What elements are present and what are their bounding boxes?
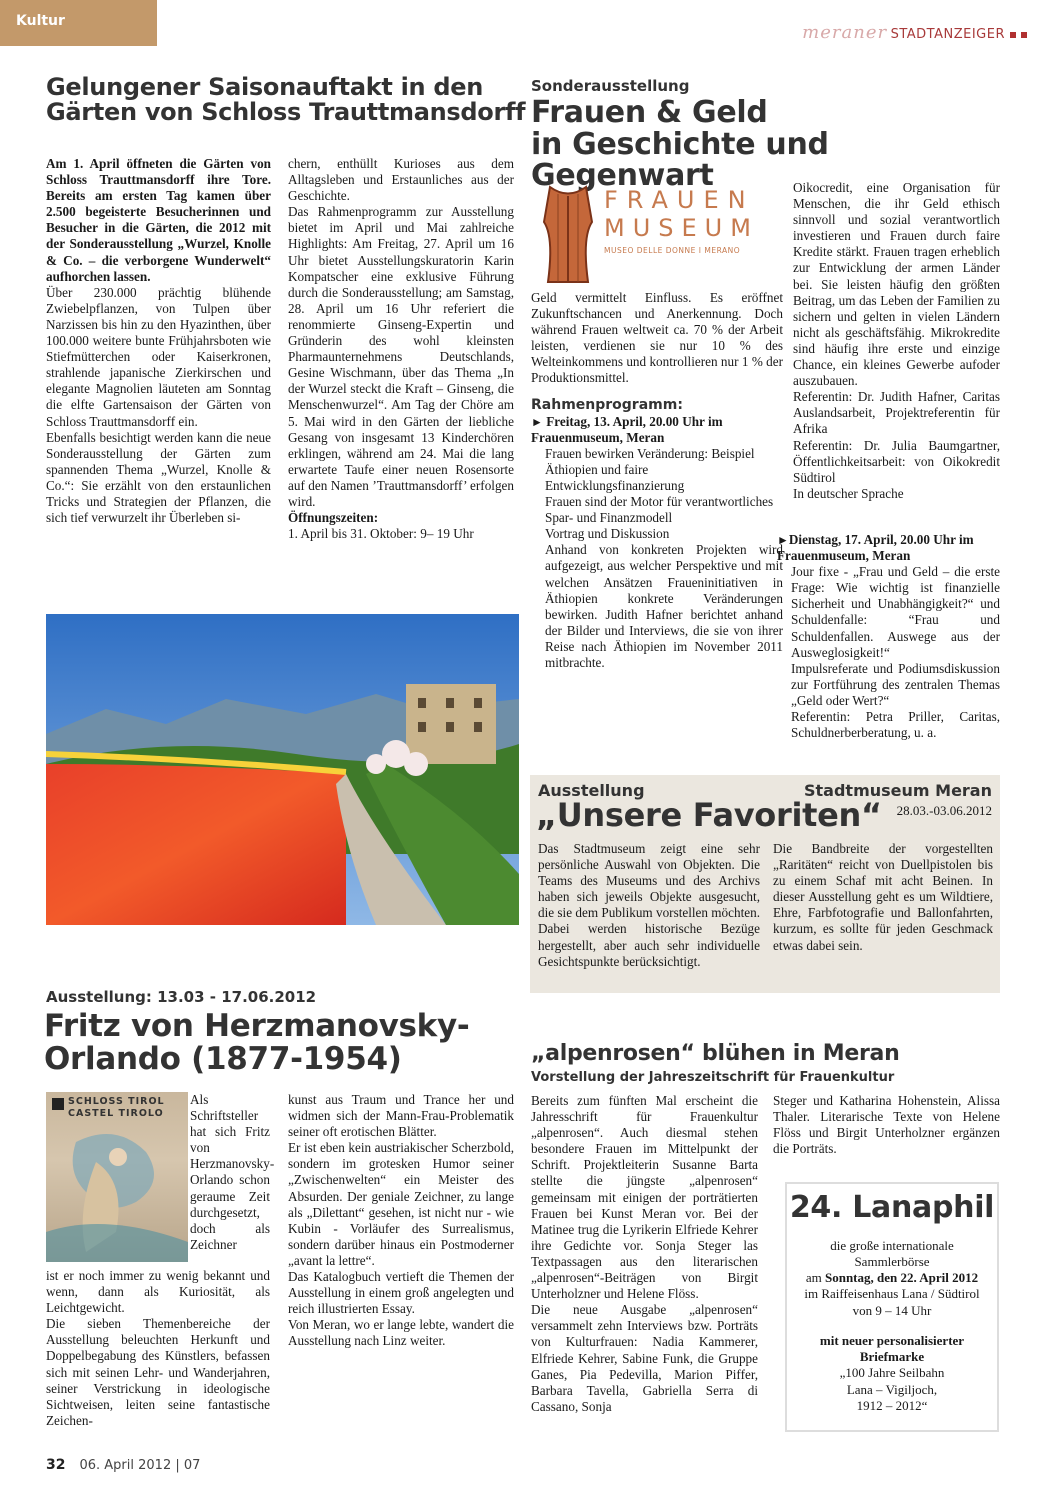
lanaphil-line: am <box>805 1270 825 1285</box>
paragraph: chern, enthüllt Kurioses aus dem Alltagsleben und Erstaunliches aus der Geschichte. <box>288 156 514 204</box>
event2-text: Jour fixe - „Frau und Geld – die erste Frage: Wie wichtig ist finanzielle Sicherheit und Unabhängigkeit?“ und Schuldenfalle: “Frau und Schuldenfallen. Auswege aus der Ausweglosigkeit!“ <box>791 564 1000 660</box>
paragraph: Die sieben Themenbereiche der Ausstellung beleuchten Herkunft und Doppelbegabung des Künstlers, befassen sich mit seinen Lehr- und Wanderjahren, seiner Verstrickung in ideologische Sichtweisen, leiten seine fantastische Zeichen- <box>46 1316 270 1428</box>
favoriten-box <box>530 775 1000 993</box>
square-icon <box>1010 32 1016 38</box>
referent: Referentin: Dr. Judith Hafner, Caritas Auslandsarbeit, Projektreferentin für Afrika <box>793 389 1000 437</box>
logo-subtitle: MUSEO DELLE DONNE I MERANO <box>604 246 741 255</box>
article2-headline <box>531 97 1011 192</box>
language-note: In deutscher Sprache <box>793 485 904 501</box>
lanaphil-line: Briefmarke <box>859 1349 925 1364</box>
paragraph: Das Rahmenprogramm zur Ausstellung bietet im April und Mai zahlreiche Highlights: Am Freitag, 27. April um 16 Uhr bietet Ausstellungskuratorin Karin Kompatscher eine exklusive Führung durch die Sonderausstellung; am Samstag, 28. April um 16 Uhr referiert die renommierte Ginseng-Expertin und Gründerin des wohl kleinsten Pharmaunternehmens Deutschlands, Gesine Wischmann, über das Thema „In der Wurzel steckt die Kraft – Ginseng, die Menschenwurzel“. Am Tag der Chöre am 5. Mai wird in den Gärten der liebliche Gesang von insgesamt 13 Kinderchören erklingen, während am 24. Mai die lang erwartete Taufe einer neuen Rosensorte auf den Namen ’Trauttmansdorff’ erfolgen wird. <box>288 204 514 509</box>
event1-text: Anhand von konkreten Projekten wird aufgezeigt, aus welcher Perspektive und mit welchen Ansätzen Fraueninitiativen in Äthiopien konkrete Veränderungen bewirken. Judith Hafner berichtet anhand der Bilder und Interviews, die sie von ihrer Reise nach Äthiopien im November 2011 mitbrachte. <box>545 542 783 671</box>
favoriten-title: „Unsere Favoriten“ <box>536 796 882 834</box>
article1-headline <box>46 75 526 125</box>
paragraph: Er ist eben kein austriakischer Scherzbold, sondern im grotesken Humor seiner „Zwischenwelten“ ein Meister des Absurden. Der geniale Zeichner, zu lange als „Dilettant“ gesehen, ist nicht nur - wie Kubin - Vorläufer des Surrealismus, sondern darüber hinaus ein Postmoderner „avant la lettre“. <box>288 1140 514 1268</box>
headline-line1: Fritz von Herzmanovsky- <box>44 1008 470 1044</box>
article1-col1 <box>46 156 271 526</box>
paragraph: Das Katalogbuch vertieft die Themen der Ausstellung in einem groß angelegten und reich illustrierten Essay. <box>288 1269 514 1317</box>
lanaphil-line: „100 Jahre Seilbahn <box>839 1365 945 1381</box>
program-heading: Rahmenprogramm: <box>531 396 683 413</box>
paragraph: Die neue Ausgabe „alpenrosen“ versammelt zehn Interviews bzw. Porträts von Kulturfrauen: Nadia Kammerer, Elfriede Kehrer, Sabine Funk, die Gruppe Ganes, Pia Pedevilla, Marion Piffer, Barbara Tavella, Gabriella Serra di Cassano, Sonja <box>531 1302 758 1414</box>
page-footer <box>46 1457 200 1473</box>
square-icon <box>1021 32 1027 38</box>
event1-text: Vortrag und Diskussion <box>545 526 670 542</box>
hours-heading: Öffnungszeiten: <box>288 510 379 526</box>
lanaphil-line: die große internationale <box>830 1237 954 1253</box>
article2-col1 <box>531 290 783 671</box>
masthead <box>802 22 1027 43</box>
referent: Referentin: Dr. Julia Baumgartner, Öffentlichkeitsarbeit: von Oikokredit Südtirol <box>793 437 1000 485</box>
headline-line2: in Geschichte und Gegenwart <box>531 126 829 193</box>
lanaphil-line: mit neuer personalisierter <box>819 1332 965 1348</box>
section-tab <box>0 0 157 46</box>
headline-line1: Gelungener Saisonauftakt in den <box>46 73 484 101</box>
favoriten-venue: Stadtmuseum Meran <box>804 781 992 800</box>
corset-icon <box>538 182 598 287</box>
paragraph: Oikocredit, eine Organisation für Menschen, die ihr Geld ethisch sinnvoll und sozial verantwortlich investieren und Frauen durch faire Kredite stärkt. Frauen tragen erheblich zur Entwicklung der armen Länder bei. Sie leisten häufig den größten Beitrag, um das Leben der Familien zu sichern und gelten in vielen Ländern nicht als geschäftsfähig. Mikrokredite sind häufig ihre erste und einzige Chance, ein kleines Gewerbe aufoder auszubauen. <box>793 180 1000 389</box>
paragraph: Ebenfalls besichtigt werden kann die neue Sonderausstellung der Gärten zum spannenden Thema „Wurzel, Knolle & Co.“: Sie erzählt von den erstaunlichen Tricks und Strategien der Pflanzen, die sich tief verwurzelt ihr Überleben si- <box>46 429 271 526</box>
event1-text: Frauen bewirken Veränderung: Beispiel Äthiopien und faire Entwicklungsfinanzierung <box>545 445 755 494</box>
tulip-garden-photo <box>46 614 519 925</box>
logo-museum: MUSEUM <box>604 214 759 242</box>
catalog-cover-image <box>46 1092 188 1262</box>
event2-date: Dienstag, 17. April, 20.00 Uhr im Frauenmuseum, Meran <box>777 532 974 564</box>
article5-headline: „alpenrosen“ blühen in Meran <box>531 1041 900 1066</box>
arrow-icon: ► <box>531 414 543 429</box>
lanaphil-box <box>785 1182 999 1432</box>
favoriten-kicker: Ausstellung <box>538 781 645 800</box>
masthead-stadtanzeiger: STADTANZEIGER <box>890 27 1005 42</box>
article5-subhead: Vorstellung der Jahreszeitschrift für Frauenkultur <box>531 1070 895 1085</box>
lanaphil-line: 1912 – 2012“ <box>856 1397 928 1413</box>
lanaphil-date: Sonntag, den 22. April 2012 <box>824 1270 979 1285</box>
event1-text: Frauen sind der Motor für verantwortliches Spar- und Finanzmodell <box>545 494 774 526</box>
masthead-meraner: meraner <box>802 22 888 43</box>
paragraph: Von Meran, wo er lange lebte, wandert die Ausstellung nach Linz weiter. <box>288 1317 514 1349</box>
paragraph: ist er noch immer zu wenig bekannt und wenn, dann als Kuriosität, als Leichtgewicht. <box>46 1268 270 1316</box>
logo-frauen: FRAUEN <box>604 186 755 214</box>
headline-line2: Gärten von Schloss Trauttmansdorff <box>46 98 526 127</box>
article2-kicker: Sonderausstellung <box>531 77 690 95</box>
article5-col2: Steger und Katharina Hohenstein, Alissa Thaler. Literarische Texte von Helene Flöss und Birgit Unterholzner ergänzen die Porträts. <box>773 1093 1000 1157</box>
issue-info: 06. April 2012 | 07 <box>79 1458 201 1473</box>
page-number: 32 <box>46 1457 66 1473</box>
lanaphil-line: Sammlerbörse <box>854 1253 930 1269</box>
article1-col2 <box>288 156 514 542</box>
event1-date: Freitag, 13. April, 20.00 Uhr im Frauenmuseum, Meran <box>531 413 723 445</box>
article4-col1-wrap: Als Schriftsteller hat sich Fritz von Herzmanovsky-Orlando schon geraume Zeit durchgesetzt, doch als Zeichner <box>190 1092 275 1252</box>
lanaphil-title: 24. Lanaphil <box>789 1190 995 1225</box>
frauenmuseum-logo <box>538 182 788 287</box>
arrow-icon: ► <box>777 533 789 547</box>
favoriten-col2: Die Bandbreite der vorgestellten „Raritäten“ reicht von Duellpistolen bis zu einem Schaf mit acht Beinen. In dieser Ausstellung geht es um Wildtiere, Ehre, Farbfotografie und Ballonfahrten, kurzum, es sollte für jeden Geschmack etwas dabei sein. <box>773 841 993 953</box>
cover-title: SCHLOSS TIROL <box>68 1096 165 1107</box>
hours-text: 1. April bis 31. Oktober: 9– 19 Uhr <box>288 526 474 542</box>
article4-col2 <box>288 1092 514 1350</box>
article2-col2 <box>793 180 1000 502</box>
article4-col1 <box>46 1268 270 1429</box>
favoriten-col1: Das Stadtmuseum zeigt eine sehr persönliche Auswahl von Objekten. Die Teams des Museums und des Archivs haben sich jeweils Objekte ausgesucht, die sie dem Publikum vorstellen möchten. Dabei werden historische Bezüge hergestellt, aber auch sehr individuelle Gesichtspunkte berücksichtigt. <box>538 841 760 969</box>
cover-title: CASTEL TIROLO <box>68 1108 164 1119</box>
referent: Referentin: Petra Priller, Caritas, Schuldnerberberatung, u. a. <box>791 709 1000 741</box>
paragraph: Bereits zum fünften Mal erscheint die Jahresschrift für Frauenkultur „alpenrosen“. Auch diesmal stehen besondere Frauen im Mittelpunkt der Schrift. Projektleiterin Susanne Barta stellte die jüngste „alpenrosen“ gemeinsam mit einigen der porträtierten Frauen bei Kunst Meran vor. Bei der Matinee trug die Lyrikerin Elfriede Kehrer ihre Gedichte vor. Sonja Steger las Textpassagen aus den literarischen „alpenrosen“-Beiträgen von Birgit Unterholzner und Helene Flöss. <box>531 1093 758 1302</box>
event2-text: Impulsreferate und Podiumsdiskussion zur Fortführung des zentralen Themas „Geld oder Wert?“ <box>791 660 1000 708</box>
favoriten-dates: 28.03.-03.06.2012 <box>896 803 992 818</box>
article5-col1 <box>531 1093 758 1415</box>
headline-line2: Orlando (1877-1954) <box>44 1040 402 1077</box>
paragraph: Über 230.000 prächtig blühende Zwiebelpflanzen, von Tulpen über Narzissen bis hin zu den Hyazinthen, über 100.000 weitere bunte Frühjahrsboten wie Stiefmütterchen oder Kaiserkronen, strahlende japanische Zierkirschen und elegante Magnolien läuteten am Sonntag die elfte Gartensaison der Gärten von Schloss Trauttmansdorff ein. <box>46 284 271 429</box>
article4-kicker: Ausstellung: 13.03 - 17.06.2012 <box>46 988 317 1006</box>
article2-col2b <box>777 532 1000 741</box>
article4-headline <box>44 1010 524 1075</box>
lanaphil-line: Lana – Vigiljoch, <box>846 1381 938 1397</box>
lead-paragraph: Am 1. April öffneten die Gärten von Schloss Trauttmansdorff ihre Tore. Bereits am ersten Tag kamen über 2.500 begeisterte Besucherinnen und Besucher in die Gärten, die 2012 mit der Sonderausstellung „Wurzel, Knolle & Co. – die verborgene Wunderwelt“ aufhorchen lassen. <box>46 156 271 284</box>
headline-line1: Frauen & Geld <box>531 95 768 130</box>
logo-icon <box>52 1098 64 1110</box>
intro-paragraph: Geld vermittelt Einfluss. Es eröffnet Zukunftschancen und Anerkennung. Doch während Frauen weltweit ca. 70 % der Arbeit leisten, verdienen sie nur 10 % des Welteinkommens und kontrollieren nur 1 % der Produktionsmittel. <box>531 290 783 386</box>
lanaphil-line: von 9 – 14 Uhr <box>852 1302 932 1318</box>
paragraph: kunst aus Traum und Trance her und widmen sich der Mann-Frau-Problematik seiner oft erotischen Blätter. <box>288 1092 514 1140</box>
lanaphil-line: im Raiffeisenhaus Lana / Südtirol <box>804 1286 980 1302</box>
section-label: Kultur <box>16 13 65 29</box>
